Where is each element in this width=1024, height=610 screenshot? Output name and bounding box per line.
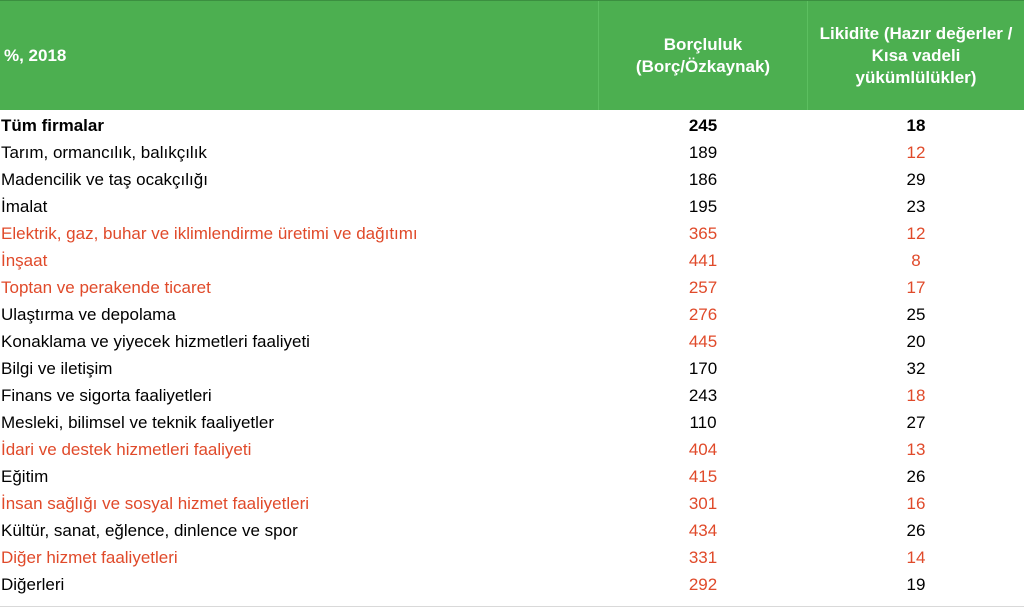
- row-debt-value: 195: [688, 197, 718, 216]
- row-label: İnşaat: [1, 251, 48, 270]
- row-debt-value: 415: [688, 467, 718, 486]
- row-liquidity-value: 18: [906, 386, 926, 405]
- row-liquidity-value: 17: [906, 278, 926, 297]
- row-liquidity-value: 25: [906, 305, 926, 324]
- row-label: Finans ve sigorta faaliyetleri: [1, 386, 212, 405]
- table-bottom-border: [0, 606, 1024, 607]
- row-label: Konaklama ve yiyecek hizmetleri faaliyeti: [1, 332, 310, 351]
- header-debt-ratio-line2: (Borç/Özkaynak): [635, 56, 771, 76]
- row-debt-value: 445: [688, 332, 718, 351]
- row-liquidity-value: 26: [906, 521, 926, 540]
- row-debt-value: 365: [688, 224, 718, 243]
- header-liquidity-line2: Kısa vadeli: [871, 45, 961, 65]
- row-label: Elektrik, gaz, buhar ve iklimlendirme üretimi ve dağıtımı: [1, 224, 418, 243]
- table-row: [0, 166, 1024, 193]
- row-liquidity-value: 8: [911, 251, 921, 270]
- row-label: Eğitim: [1, 467, 49, 486]
- header-liquidity-line3: yükümlülükler): [855, 67, 977, 87]
- table-row: [0, 490, 1024, 517]
- table-header: [0, 0, 1024, 110]
- row-liquidity-value: 12: [906, 224, 926, 243]
- table-row: [0, 328, 1024, 355]
- row-debt-value: 292: [688, 575, 718, 594]
- row-label: Ulaştırma ve depolama: [1, 305, 176, 324]
- header-liquidity: [808, 1, 1024, 110]
- table-row: [0, 436, 1024, 463]
- row-label: İmalat: [1, 197, 48, 216]
- row-debt-value: 186: [688, 170, 718, 189]
- row-label: Bilgi ve iletişim: [1, 359, 113, 378]
- row-liquidity-value: 26: [906, 467, 926, 486]
- row-debt-value: 245: [688, 116, 718, 135]
- table-row: [0, 355, 1024, 382]
- table-row: [0, 463, 1024, 490]
- row-liquidity-value: 29: [906, 170, 926, 189]
- row-debt-value: 257: [688, 278, 718, 297]
- row-liquidity-value: 16: [906, 494, 926, 513]
- row-liquidity-value: 23: [906, 197, 926, 216]
- row-label: İnsan sağlığı ve sosyal hizmet faaliyetleri: [1, 494, 310, 513]
- row-label: Kültür, sanat, eğlence, dinlence ve spor: [1, 521, 298, 540]
- table-row: [0, 544, 1024, 571]
- row-debt-value: 404: [688, 440, 718, 459]
- table-row: [0, 301, 1024, 328]
- row-label: Toptan ve perakende ticaret: [1, 278, 211, 297]
- row-label: Madencilik ve taş ocakçılığı: [1, 170, 208, 189]
- row-label: Tarım, ormancılık, balıkçılık: [1, 143, 207, 162]
- table-row: [0, 112, 1024, 139]
- row-label: Diğerleri: [1, 575, 65, 594]
- row-liquidity-value: 20: [906, 332, 926, 351]
- row-liquidity-value: 27: [906, 413, 926, 432]
- table-row: [0, 193, 1024, 220]
- row-liquidity-value: 18: [906, 116, 926, 135]
- row-liquidity-value: 14: [906, 548, 926, 567]
- row-debt-value: 434: [688, 521, 718, 540]
- row-debt-value: 110: [689, 413, 717, 432]
- table-row: [0, 247, 1024, 274]
- row-debt-value: 276: [688, 305, 718, 324]
- header-debt-ratio: [598, 1, 808, 110]
- table-row: [0, 517, 1024, 544]
- header-label: [0, 1, 598, 110]
- row-liquidity-value: 12: [906, 143, 926, 162]
- row-debt-value: 189: [688, 143, 718, 162]
- row-liquidity-value: 32: [906, 359, 926, 378]
- table-row: [0, 274, 1024, 301]
- row-label: Tüm firmalar: [1, 116, 104, 135]
- row-debt-value: 243: [688, 386, 718, 405]
- table-row: [0, 409, 1024, 436]
- table-row: [0, 139, 1024, 166]
- row-debt-value: 441: [688, 251, 718, 270]
- table-row: [0, 220, 1024, 247]
- row-label: Diğer hizmet faaliyetleri: [1, 548, 178, 567]
- header-label-text: %, 2018: [4, 45, 67, 65]
- row-debt-value: 170: [688, 359, 718, 378]
- table-row: [0, 382, 1024, 409]
- header-liquidity-line1: Likidite (Hazır değerler /: [819, 23, 1013, 43]
- row-liquidity-value: 13: [906, 440, 926, 459]
- row-label: Mesleki, bilimsel ve teknik faaliyetler: [1, 413, 275, 432]
- header-debt-ratio-line1: Borçluluk: [663, 34, 743, 54]
- row-debt-value: 331: [688, 548, 718, 567]
- table-body: [0, 112, 1024, 598]
- row-debt-value: 301: [688, 494, 718, 513]
- row-liquidity-value: 19: [906, 575, 926, 594]
- row-label: İdari ve destek hizmetleri faaliyeti: [1, 440, 252, 459]
- table-row: [0, 571, 1024, 598]
